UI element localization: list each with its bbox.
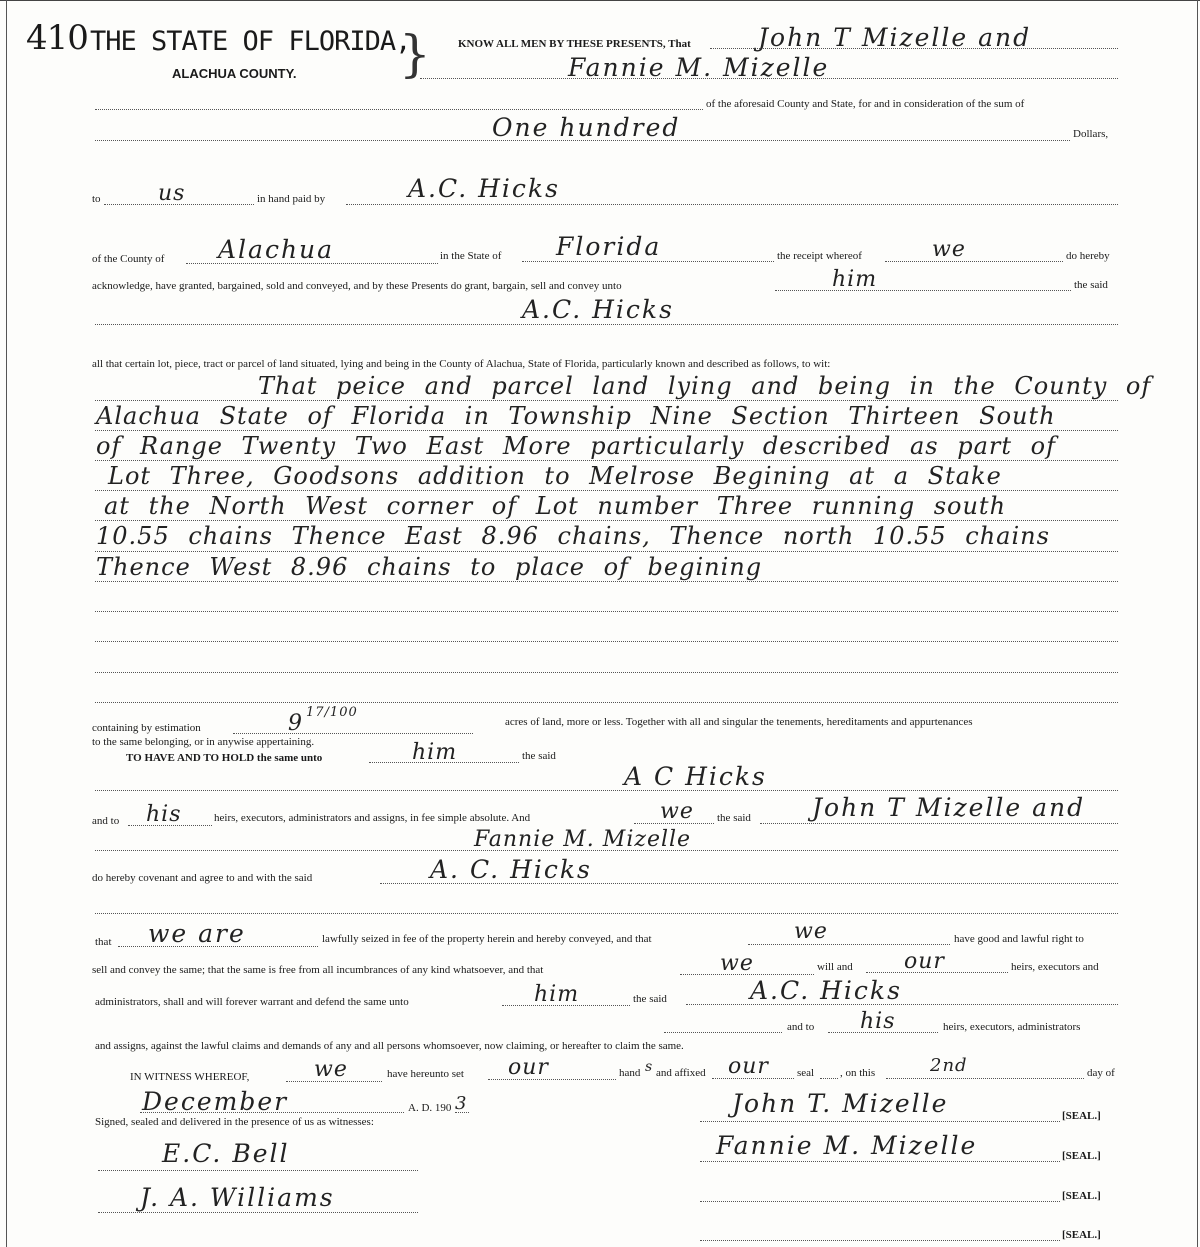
day-line	[886, 1078, 1084, 1079]
ad-text: A. D. 190	[408, 1102, 452, 1114]
paid-by: A.C. Hicks	[408, 174, 560, 203]
know-all-men: KNOW ALL MEN BY THESE PRESENTS, That	[458, 38, 691, 50]
grantors-1: John T Mizelle and	[758, 23, 1032, 52]
receipt-text: the receipt whereof	[777, 250, 862, 262]
seal-line	[820, 1078, 838, 1079]
convey-unto: him	[832, 267, 878, 292]
aforesaid-text: of the aforesaid County and State, for and in consideration of the sum of	[706, 98, 1025, 110]
the-said2-text: the said	[522, 750, 556, 762]
of-county-text: of the County of	[92, 253, 165, 265]
county-heading: ALACHUA COUNTY.	[172, 66, 297, 81]
witness-1-line	[98, 1170, 418, 1171]
containing-text: containing by estimation	[92, 722, 201, 734]
that-text: that	[95, 936, 112, 948]
pre-and-to-line	[664, 1032, 782, 1033]
to-text: to	[92, 193, 101, 205]
signature-1: John T. Mizelle	[732, 1089, 949, 1118]
signed-sealed-text: Signed, sealed and delivered in the presence of us as witnesses:	[95, 1116, 374, 1128]
witness-2: J. A. Williams	[140, 1183, 335, 1212]
blank-rule	[95, 913, 1118, 914]
and-that-we: we	[794, 919, 828, 944]
covenant-with: A. C. Hicks	[430, 855, 592, 884]
desc-line-2: Alachua State of Florida in Township Nine Section Thirteen South	[96, 402, 1056, 430]
page-border-left	[6, 0, 7, 1247]
desc-rule-5	[95, 520, 1118, 521]
grantee: A.C. Hicks	[522, 295, 674, 324]
witness-1: E.C. Bell	[162, 1139, 290, 1168]
on-this-text: , on this	[840, 1067, 876, 1079]
that-we2: we	[720, 951, 754, 976]
acres-text: acres of land, more or less. Together with all and singular the tenements, hereditaments and appurtenances	[505, 716, 973, 728]
and-assigns-text: and assigns, against the lawful claims and demands of any and all persons whomsoever, now claiming, or hereafter to claim the same.	[95, 1040, 684, 1052]
desc-line-5: at the North West corner of Lot number Three running south	[104, 492, 1007, 520]
desc-rule-11	[95, 702, 1118, 703]
receipt-by: we	[932, 237, 966, 262]
desc-rule-1	[95, 400, 1118, 401]
all-that-text: all that certain lot, piece, tract or parcel of land situated, lying and being in the County of Alachua, State of Florida, particularly known and described as follows, to wit:	[92, 358, 831, 370]
said-5: A.C. Hicks	[750, 976, 902, 1005]
hand-text: hand	[619, 1067, 641, 1079]
desc-line-6: 10.55 chains Thence East 8.96 chains, Thence north 10.55 chains	[96, 522, 1050, 550]
and-to-his: his	[146, 802, 182, 827]
sig-2-line	[700, 1161, 1060, 1162]
page-border-right	[1197, 0, 1198, 1247]
day-of-text: day of	[1087, 1067, 1115, 1079]
set-our: our	[508, 1055, 549, 1080]
day-value: 2nd	[930, 1055, 968, 1076]
covenant-text: do hereby covenant and agree to and with the said	[92, 872, 313, 884]
desc-rule-6	[95, 551, 1118, 552]
sig-3-line	[700, 1201, 1060, 1202]
grantors-3: John T Mizelle and	[812, 793, 1086, 822]
seal-label-4: [SEAL.]	[1062, 1229, 1101, 1241]
the-said4-text: the said	[633, 993, 667, 1005]
grantee-2: A C Hicks	[624, 762, 767, 791]
and-affixed-text: and affixed	[656, 1067, 706, 1079]
desc-rule-10	[95, 672, 1118, 673]
heading-brace: }	[399, 25, 431, 83]
desc-line-3: of Range Twenty Two East More particularly described as part of	[96, 432, 1056, 460]
seal-label-2: [SEAL.]	[1062, 1150, 1101, 1162]
acres-frac: 17/100	[306, 705, 358, 720]
and-to2-text: and to	[787, 1021, 815, 1033]
desc-line-7: Thence West 8.96 chains to place of begining	[96, 553, 763, 581]
belonging-text: to the same belonging, or in anywise appertaining.	[92, 736, 315, 748]
grantee-2-line	[95, 790, 1118, 791]
seal-label-1: [SEAL.]	[1062, 1110, 1101, 1122]
grantors-3-line	[760, 823, 1118, 824]
month-value: December	[142, 1087, 289, 1116]
dollars-text: Dollars,	[1073, 128, 1109, 140]
aforesaid-line	[95, 109, 703, 110]
year-digit: 3	[455, 1093, 468, 1114]
and-that-line	[748, 944, 950, 945]
and-to-his-2: his	[860, 1009, 896, 1034]
and-to-text: and to	[92, 815, 120, 827]
seal-text: seal	[797, 1067, 815, 1079]
heirs-exec2-text: heirs, executors and	[1011, 961, 1099, 973]
desc-rule-7	[95, 581, 1118, 582]
page-number: 410	[26, 18, 88, 58]
desc-rule-8	[95, 611, 1118, 612]
signature-2: Fannie M. Mizelle	[716, 1131, 978, 1160]
acres-whole: 9	[288, 711, 303, 736]
paid-by-line	[346, 204, 1118, 205]
heirs-exec3-text: heirs, executors, administrators	[943, 1021, 1081, 1033]
desc-rule-9	[95, 641, 1118, 642]
to-whom: us	[158, 181, 186, 206]
administrators-text: administrators, shall and will forever warrant and defend the same unto	[95, 996, 409, 1008]
have-hereunto-text: have hereunto set	[387, 1068, 464, 1080]
witness-we: we	[314, 1057, 348, 1082]
sig-1-line	[700, 1121, 1060, 1122]
page-border-top	[0, 0, 1200, 1]
defend-unto: him	[534, 982, 580, 1007]
affixed-our: our	[728, 1054, 769, 1079]
state-heading: THE STATE OF FLORIDA,	[90, 26, 411, 57]
grantors-4: Fannie M. Mizelle	[474, 827, 692, 852]
and-we: we	[660, 799, 694, 824]
desc-line-4: Lot Three, Goodsons addition to Melrose Begining at a Stake	[108, 462, 1002, 490]
seal-label-3: [SEAL.]	[1062, 1190, 1101, 1202]
in-state-text: in the State of	[440, 250, 502, 262]
that-we-are: we are	[148, 919, 246, 948]
lawfully-text: lawfully seized in fee of the property herein and hereby conveyed, and that	[322, 933, 652, 945]
county-value: Alachua	[218, 235, 335, 264]
hand-suffix: s	[645, 1059, 654, 1075]
year-line	[455, 1112, 469, 1113]
our-1: our	[904, 949, 945, 974]
convey-unto-line	[775, 290, 1071, 291]
desc-rule-2	[95, 430, 1118, 431]
state-value: Florida	[556, 232, 662, 261]
witness-2-line	[98, 1212, 418, 1213]
desc-line-1: That peice and parcel land lying and being in the County of	[258, 372, 1152, 400]
have-good-text: have good and lawful right to	[954, 933, 1084, 945]
sig-4-line	[700, 1240, 1060, 1241]
the-said3-text: the said	[717, 812, 751, 824]
in-hand-text: in hand paid by	[257, 193, 326, 205]
desc-rule-3	[95, 460, 1118, 461]
state-line	[522, 261, 774, 262]
to-have-text: TO HAVE AND TO HOLD the same unto	[126, 752, 323, 764]
the-said-text: the said	[1074, 279, 1108, 291]
will-and-text: will and	[817, 961, 853, 973]
hold-unto: him	[412, 740, 458, 765]
grantee-line	[95, 324, 1118, 325]
receipt-line	[885, 261, 1063, 262]
do-hereby-text: do hereby	[1066, 250, 1110, 262]
heirs-exec-text: heirs, executors, administrators and assigns, in fee simple absolute. And	[214, 812, 531, 824]
desc-rule-4	[95, 490, 1118, 491]
grantors-2: Fannie M. Mizelle	[568, 53, 830, 82]
sell-convey-text: sell and convey the same; that the same is free from all incumbrances of any kind whatsoever, and that	[92, 964, 544, 976]
in-witness-text: IN WITNESS WHEREOF,	[130, 1071, 250, 1083]
acres-line	[233, 733, 473, 734]
amount: One hundred	[492, 113, 681, 142]
acknowledge-text: acknowledge, have granted, bargained, sold and conveyed, and by these Presents do grant, bargain, sell and convey unto	[92, 280, 622, 292]
